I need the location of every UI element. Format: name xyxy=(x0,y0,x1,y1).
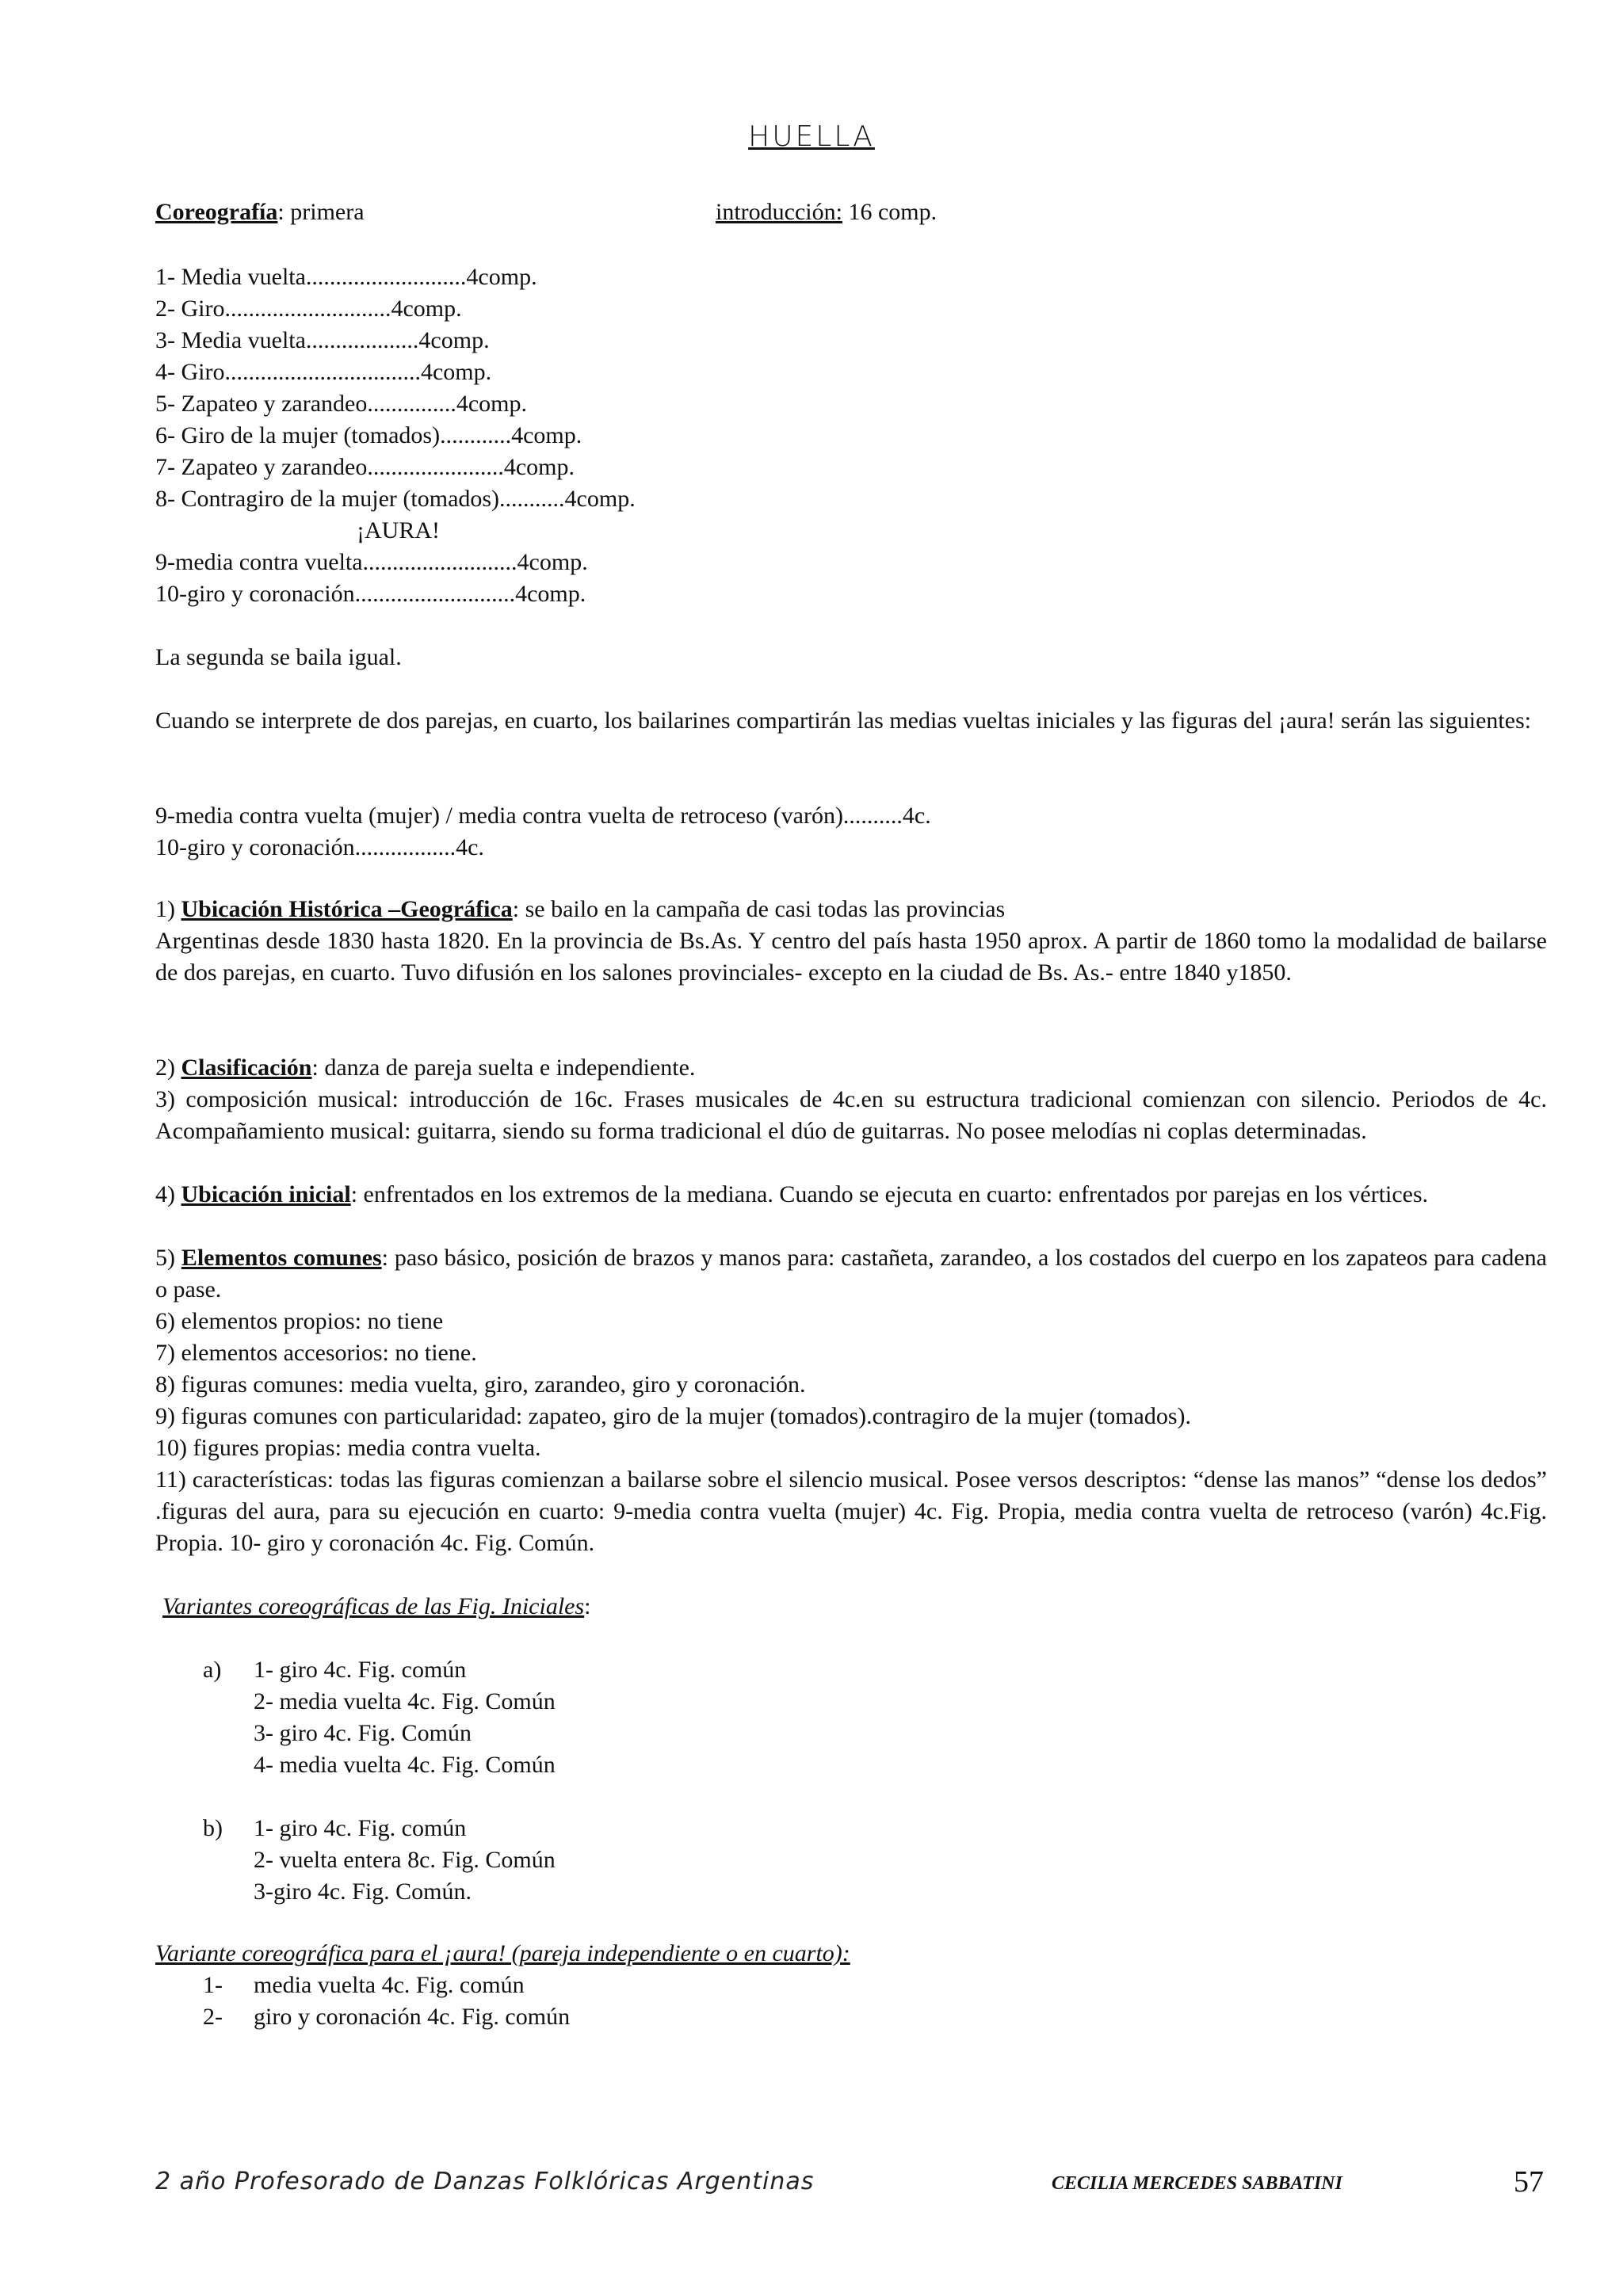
figure-item: 8- Contragiro de la mujer (tomados)...........4comp. xyxy=(155,486,636,512)
item-number: 2) xyxy=(155,1055,181,1081)
variant-a-label: a) xyxy=(203,1657,222,1683)
list-item: 10) figures propias: media contra vuelta. xyxy=(155,1435,541,1461)
ubicacion-inicial-label: Ubicación inicial xyxy=(181,1181,351,1207)
list-item: 7) elementos accesorios: no tiene. xyxy=(155,1340,477,1366)
variant-a-item: 3- giro 4c. Fig. Común xyxy=(254,1720,472,1746)
figure-item: 5- Zapateo y zarandeo...............4comp. xyxy=(155,391,527,417)
ubicacion-inicial-text: : enfrentados en los extremos de la mediana. Cuando se ejecuta en cuarto: enfrentados por parejas en los vértices. xyxy=(350,1181,1429,1207)
item-number: 4) xyxy=(155,1181,181,1207)
variante-aura-number: 1- xyxy=(203,1972,223,1998)
figure-item: 2- Giro............................4comp. xyxy=(155,296,462,322)
figure-item: 4- Giro.................................4comp. xyxy=(155,359,492,385)
page-number: 57 xyxy=(1514,2165,1544,2199)
variantes-heading-colon: : xyxy=(584,1593,591,1619)
figure-item: 7- Zapateo y zarandeo.......................4comp. xyxy=(155,454,575,480)
figure-item: 10-giro y coronación...........................4comp. xyxy=(155,581,586,607)
aura-figure-item: 9-media contra vuelta (mujer) / media contra vuelta de retroceso (varón)..........4c. xyxy=(155,803,931,829)
composicion-paragraph: 3) composición musical: introducción de 16c. Frases musicales de 4c.en su estructura tradicional comienzan con silencio. Periodos de 4c. Acompañamiento musical: guitarra, siendo su forma tradicional el dúo de guitarras. No posee melodías ni coplas determinadas. xyxy=(155,1086,1547,1144)
introduccion-line xyxy=(716,196,937,228)
introduccion-value: 16 comp. xyxy=(842,199,938,225)
variante-aura-number: 2- xyxy=(203,2004,223,2030)
footer-course: 2 año Profesorado de Danzas Folklóricas Argentinas xyxy=(155,2168,815,2195)
figure-item: 3- Media vuelta...................4comp. xyxy=(155,327,490,353)
variantes-heading-text: Variantes coreográficas de las Fig. Iniciales xyxy=(162,1593,585,1619)
variante-aura-heading-text: Variante coreográfica para el ¡aura! (pareja independiente o en cuarto): xyxy=(155,1940,850,1966)
coreografia-label: Coreografía xyxy=(155,199,278,225)
list-item: 8) figuras comunes: media vuelta, giro, zarandeo, giro y coronación. xyxy=(155,1371,806,1398)
caracteristicas-paragraph: 11) características: todas las figuras comienzan a bailarse sobre el silencio musical. Posee versos descriptos: “dense las manos” “dense los dedos” .figuras del aura, para su ejecución en cuarto: 9-media contra vuelta (mujer) 4c. Fig. Propia, media contra vuelta de retroceso (varón) 4c.Fig. Propia. 10- giro y coronación 4c. Fig. Común. xyxy=(155,1466,1547,1556)
variant-a-item: 2- media vuelta 4c. Fig. Común xyxy=(254,1688,556,1714)
variant-b-item: 1- giro 4c. Fig. común xyxy=(254,1815,467,1841)
ubicacion-historica-paragraph: Argentinas desde 1830 hasta 1820. En la provincia de Bs.As. Y centro del país hasta 1950 aprox. A partir de 1860 tomo la modalidad de bailarse de dos parejas, en cuarto. Tuvo difusión en los salones provinciales- excepto en la ciudad de Bs. As.- entre 1840 y1850. xyxy=(155,928,1547,986)
item-number: 1) xyxy=(155,896,181,922)
variant-a-item: 1- giro 4c. Fig. común xyxy=(254,1657,467,1683)
variant-a-item: 4- media vuelta 4c. Fig. Común xyxy=(254,1752,556,1778)
coreografia-value: : primera xyxy=(277,199,365,225)
ubicacion-historica-line xyxy=(155,894,1005,925)
introduccion-label: introducción: xyxy=(716,199,842,225)
variant-b-label: b) xyxy=(203,1815,223,1841)
variant-b-item: 3-giro 4c. Fig. Común. xyxy=(254,1878,472,1905)
variante-aura-heading xyxy=(155,1938,850,1970)
variantes-iniciales-heading xyxy=(162,1591,591,1623)
elementos-comunes-paragraph xyxy=(155,1242,1547,1306)
list-item: 6) elementos propios: no tiene xyxy=(155,1308,444,1334)
figure-item: 9-media contra vuelta..........................4comp. xyxy=(155,549,588,575)
ubicacion-historica-text: : se bailo en la campaña de casi todas las provincias xyxy=(512,896,1006,922)
ubicacion-inicial-paragraph xyxy=(155,1179,1547,1211)
clasificacion-label: Clasificación xyxy=(181,1055,312,1081)
item-number: 5) xyxy=(155,1245,181,1271)
figure-item: 1- Media vuelta...........................4comp. xyxy=(155,264,537,290)
dos-parejas-paragraph: Cuando se interprete de dos parejas, en cuarto, los bailarines compartirán las medias vueltas iniciales y las figuras del ¡aura! serán las siguientes: xyxy=(155,707,1532,734)
footer-author: CECILIA MERCEDES SABBATINI xyxy=(1052,2173,1342,2194)
clasificacion-line xyxy=(155,1052,695,1084)
elementos-comunes-label: Elementos comunes xyxy=(181,1245,382,1271)
variant-b-item: 2- vuelta entera 8c. Fig. Común xyxy=(254,1847,556,1873)
coreografia-line xyxy=(155,196,365,228)
page-title: HUELLA xyxy=(748,120,875,153)
ubicacion-historica-label: Ubicación Histórica –Geográfica xyxy=(181,896,513,922)
aura-figure-item: 10-giro y coronación.................4c. xyxy=(155,834,484,860)
elementos-comunes-text: : paso básico, posición de brazos y manos para: castañeta, zarandeo, a los costados del cuerpo en los zapateos para cadena o pase. xyxy=(155,1245,1547,1302)
list-item: 9) figuras comunes con particularidad: zapateo, giro de la mujer (tomados).contragiro de la mujer (tomados). xyxy=(155,1403,1192,1429)
variante-aura-item: giro y coronación 4c. Fig. común xyxy=(254,2004,571,2030)
segunda-text: La segunda se baila igual. xyxy=(155,644,402,670)
variante-aura-item: media vuelta 4c. Fig. común xyxy=(254,1972,525,1998)
figure-item: 6- Giro de la mujer (tomados)............4comp. xyxy=(155,422,582,448)
clasificacion-text: : danza de pareja suelta e independiente. xyxy=(311,1055,696,1081)
aura-label: ¡AURA! xyxy=(357,517,440,543)
